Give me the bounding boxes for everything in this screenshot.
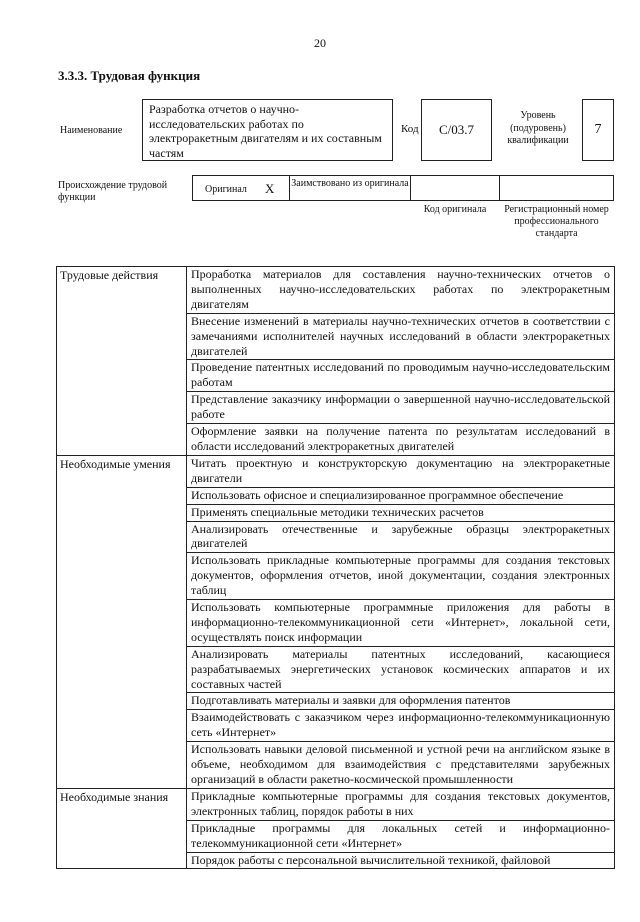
table-row (57, 788, 615, 820)
requirement-item: Проработка материалов для составления научно-технических отчетов о выполненных научно-исследовательских работах по электроракетным двигателям (187, 267, 615, 314)
origin-code-caption: Код оригинала (423, 204, 487, 215)
requirement-item: Прикладные программы для локальных сетей и информационно-телекоммуникационной сети «Интернет» (187, 820, 615, 852)
requirement-item: Прикладные компьютерные программы для создания текстовых документов, электронных таблиц, порядок работы в них (187, 788, 615, 820)
requirement-item: Порядок работы с персональной вычислительной техникой, файловой (187, 852, 615, 869)
requirement-item: Подготавливать материалы и заявки для оформления патентов (187, 693, 615, 710)
origin-borrowed-cell: Заимствовано из оригинала (289, 175, 411, 201)
table-row (57, 267, 615, 314)
requirement-item: Использовать компьютерные программные приложения для работы в информационно-телекоммуникационной сети «Интернет», локальной сети, осуществлять поиск информации (187, 600, 615, 647)
level-label: Уровень (подуровень) квалификации (507, 110, 569, 146)
requirement-item: Внесение изменений в материалы научно-технических отчетов в соответствии с замечаниями исполнителей научных исследований в области электроракетных двигателей (187, 313, 615, 360)
code-box (421, 99, 492, 161)
level-value: 7 (594, 122, 602, 137)
requirement-item: Анализировать отечественные и зарубежные образцы электроракетных двигателей (187, 521, 615, 553)
origin-reg-caption: Регистрационный номер профессионального стандарта (504, 204, 609, 239)
section-label: Необходимые знания (57, 788, 187, 869)
requirement-item: Использовать прикладные компьютерные программы для создания текстовых документов, оформления отчетов, иной документации, создания электронных таблиц (187, 553, 615, 600)
requirement-item: Взаимодействовать с заказчиком через информационно-телекоммуникационную сеть «Интернет» (187, 710, 615, 742)
requirements-table (56, 266, 615, 869)
origin-mark: X (265, 181, 275, 196)
page-number: 20 (314, 36, 326, 50)
requirement-item: Использовать офисное и специализированное программное обеспечение (187, 487, 615, 504)
code-value: C/03.7 (438, 122, 475, 137)
origin-code-cell (410, 175, 500, 201)
origin-reg-cell (499, 175, 614, 201)
section-label: Трудовые действия (57, 267, 187, 456)
origin-label: Происхождение трудовой функции (58, 180, 168, 203)
origin-original-label: Оригинал (205, 184, 247, 195)
requirement-item: Оформление заявки на получение патента по результатам исследований в области исследований электроракетных двигателей (187, 424, 615, 456)
requirement-item: Проведение патентных исследований по проводимым научно-исследовательским работам (187, 360, 615, 392)
table-row (57, 455, 615, 487)
requirement-item: Применять специальные методики технических расчетов (187, 504, 615, 521)
requirement-item: Читать проектную и конструкторскую документацию на электроракетные двигатели (187, 455, 615, 487)
function-name-box: Разработка отчетов о научно-исследовательских работах по электроракетным двигателям и их составным частям (142, 99, 393, 161)
name-label: Наименование (60, 125, 123, 136)
requirement-item: Использовать навыки деловой письменной и устной речи на английском языке в объеме, необходимом для взаимодействия с представителями зарубежных организаций в области ракетно-космической промышленности (187, 742, 615, 789)
level-box (582, 99, 614, 161)
code-label: Код (401, 123, 419, 135)
requirement-item: Представление заказчику информации о завершенной научно-исследовательской работе (187, 392, 615, 424)
origin-original-cell (192, 175, 290, 201)
requirement-item: Анализировать материалы патентных исследований, касающиеся разрабатываемых энергетических установок космических аппаратов и их составных частей (187, 646, 615, 693)
section-title: 3.3.3. Трудовая функция (58, 68, 201, 83)
section-label: Необходимые умения (57, 455, 187, 788)
